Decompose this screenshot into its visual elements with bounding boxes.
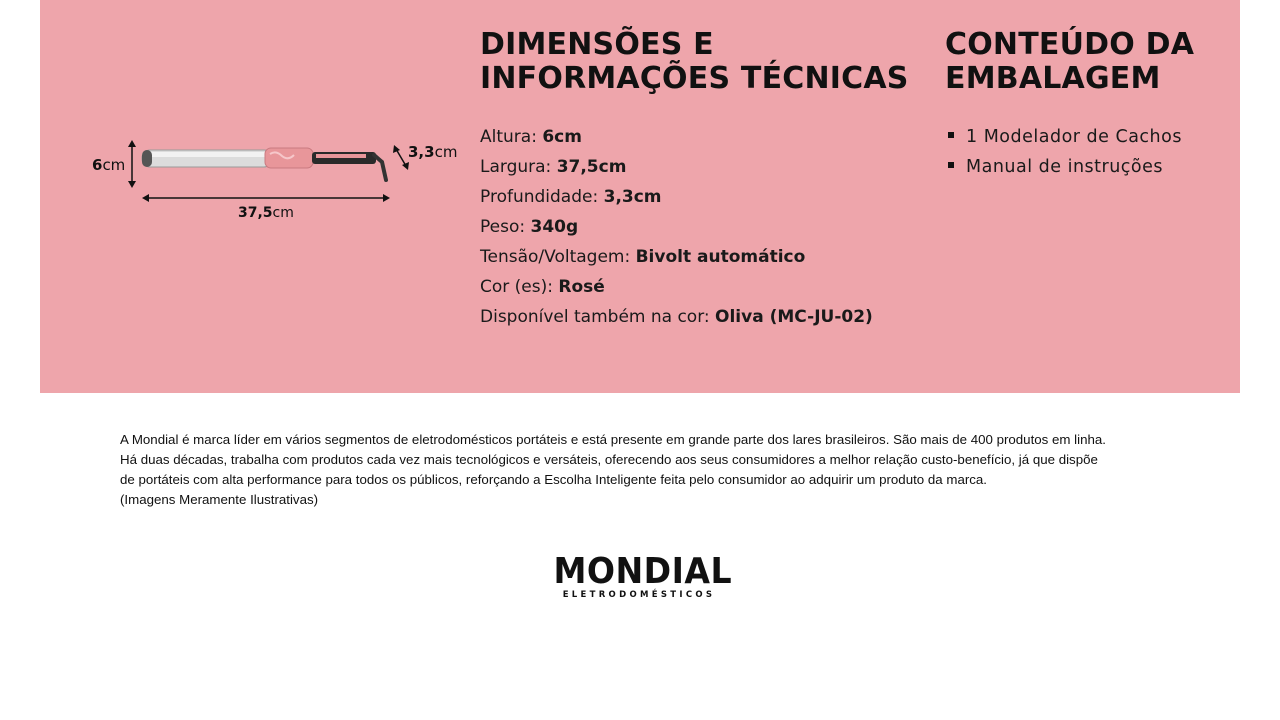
spec-item: Peso: 340g bbox=[480, 217, 579, 237]
logo-wordmark: MONDIAL bbox=[553, 551, 733, 592]
width-dimension-label: 37,5cm bbox=[238, 205, 294, 221]
spec-item: Cor (es): Rosé bbox=[480, 277, 605, 297]
description-line: de portáteis com alta performance para todos os públicos, reforçando a Escolha Inteligente feita pelo consumidor ao adquirir um produto da marca. bbox=[120, 472, 988, 487]
mondial-logo bbox=[546, 552, 732, 612]
specs-list bbox=[480, 122, 873, 332]
spec-item: Altura: 6cm bbox=[480, 127, 582, 147]
package-heading: CONTEÚDO DA EMBALAGEM bbox=[945, 27, 1195, 96]
specs-heading: DIMENSÕES E INFORMAÇÕES TÉCNICAS bbox=[480, 27, 909, 96]
package-item: Manual de instruções bbox=[948, 152, 1182, 182]
package-item: 1 Modelador de Cachos bbox=[948, 122, 1182, 152]
logo-tagline: ELETRODOMÉSTICOS bbox=[562, 590, 716, 600]
spec-item: Tensão/Voltagem: Bivolt automático bbox=[480, 247, 806, 267]
package-contents-list bbox=[948, 122, 1182, 182]
description-line: Há duas décadas, trabalha com produtos cada vez mais tecnológicos e versáteis, oferecendo aos seus consumidores a melhor relação custo-benefício, já que dispõe bbox=[120, 452, 1098, 467]
spec-item: Disponível também na cor: Oliva (MC-JU-02) bbox=[480, 307, 873, 327]
spec-item: Profundidade: 3,3cm bbox=[480, 187, 662, 207]
bullet-icon bbox=[948, 132, 954, 138]
bullet-icon bbox=[948, 162, 954, 168]
product-dimension-illustration bbox=[90, 130, 470, 240]
description-line: A Mondial é marca líder em vários segmentos de eletrodomésticos portáteis e está presente em grande parte dos lares brasileiros. São mais de 400 produtos em linha. bbox=[120, 432, 1106, 447]
height-dimension-label: 6cm bbox=[92, 156, 126, 174]
brand-description bbox=[120, 430, 1180, 510]
disclaimer-text: (Imagens Meramente Ilustrativas) bbox=[120, 492, 319, 507]
depth-dimension-label: 3,3cm bbox=[408, 143, 458, 161]
spec-item: Largura: 37,5cm bbox=[480, 157, 627, 177]
